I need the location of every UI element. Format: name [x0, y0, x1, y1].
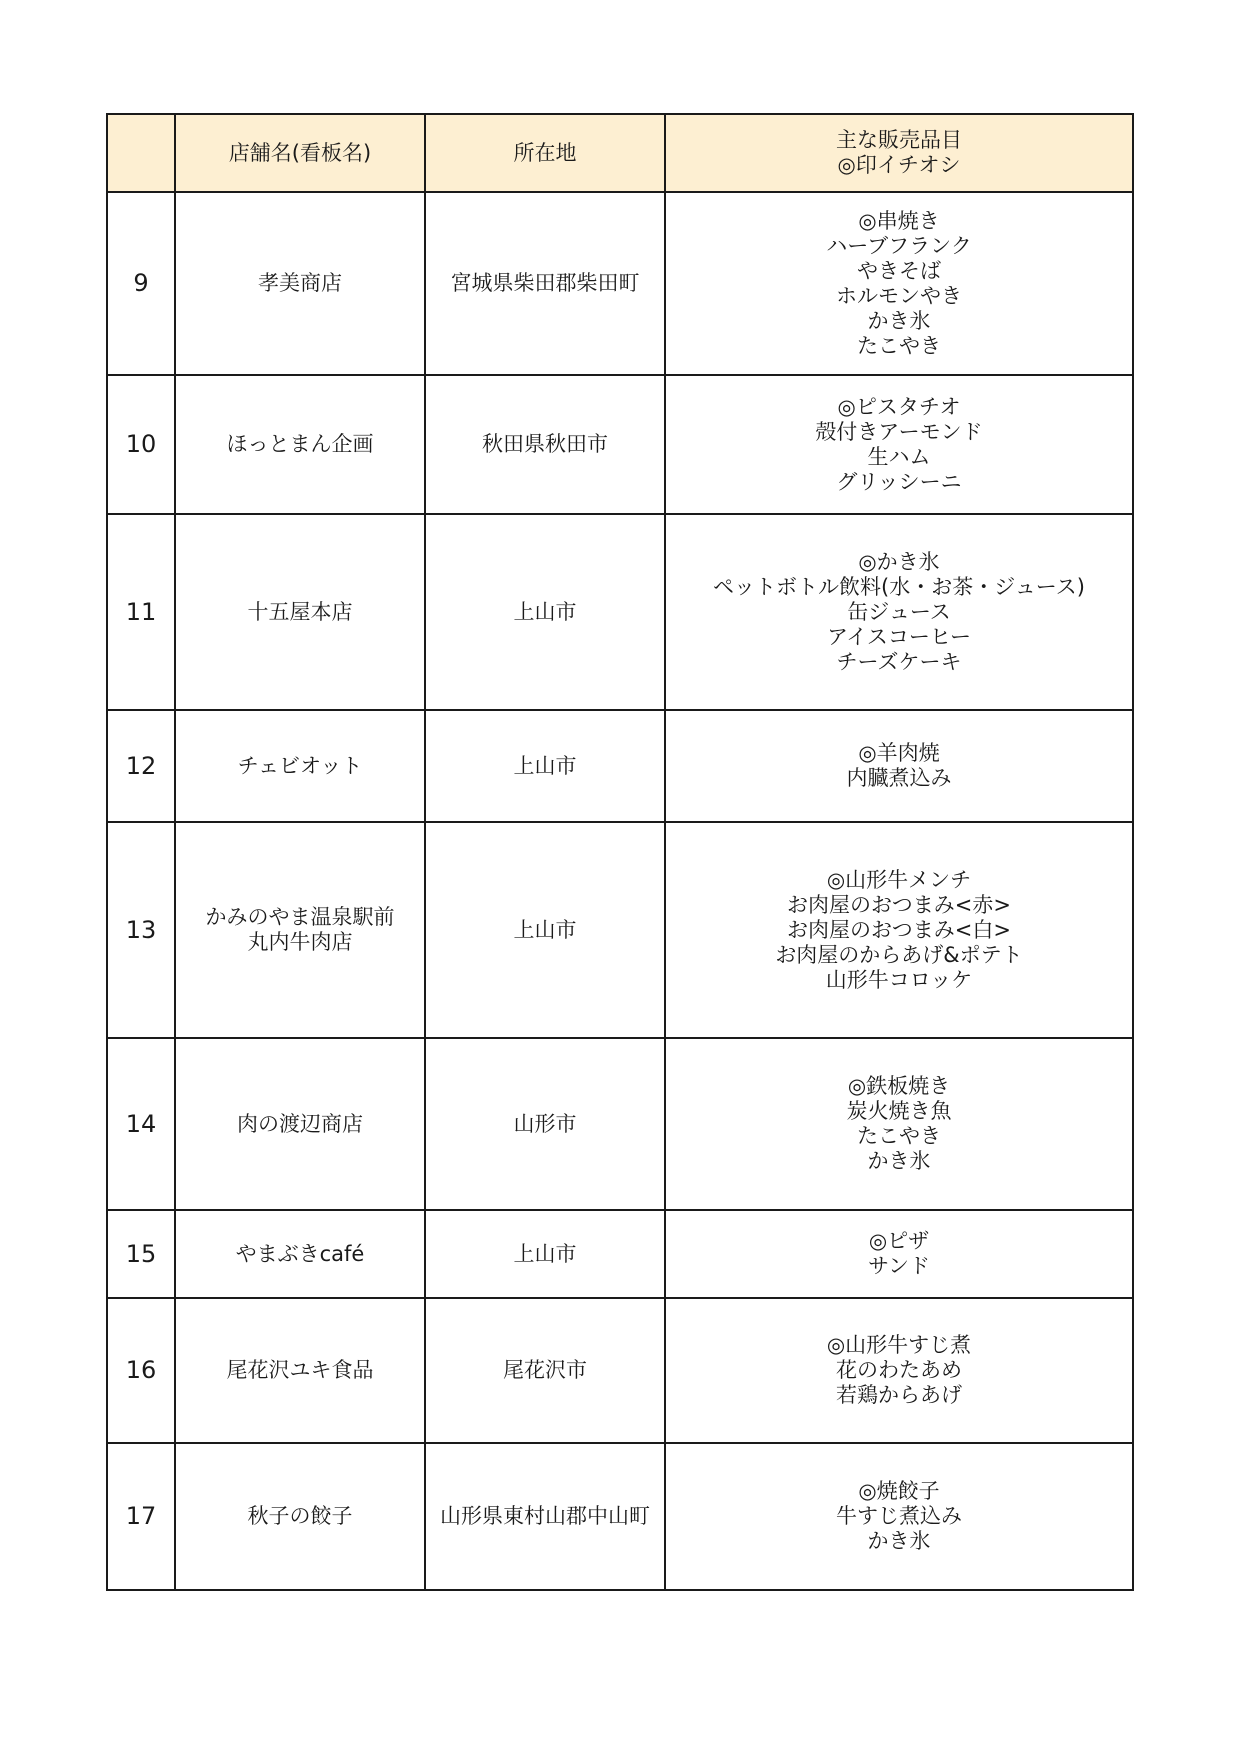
table-row: [107, 822, 1133, 1038]
shop-name-cell: [175, 1298, 425, 1443]
item: 花のわたあめ: [836, 1358, 962, 1382]
table-header-row: [107, 114, 1133, 192]
items-cell: [665, 1038, 1133, 1210]
shop-name: ほっとまん企画: [226, 432, 374, 456]
location-cell: 上山市: [425, 514, 665, 710]
header-location: 所在地: [425, 114, 665, 192]
item: 炭火焼き魚: [846, 1099, 952, 1123]
shop-name: かみのやま温泉駅前: [205, 905, 395, 929]
item: ◎かき氷: [858, 549, 940, 574]
item: たこやき: [857, 1124, 941, 1148]
item: ◎羊肉焼: [858, 741, 940, 765]
table-row: [107, 192, 1133, 375]
table-row: [107, 1443, 1133, 1590]
item: 若鶏からあげ: [836, 1383, 962, 1407]
shop-name-cell: [175, 375, 425, 514]
header-items: [665, 114, 1133, 192]
location-cell: 上山市: [425, 822, 665, 1038]
item: 生ハム: [867, 444, 931, 469]
item: 牛すじ煮込み: [836, 1504, 962, 1528]
location-cell: 宮城県柴田郡柴田町: [425, 192, 665, 375]
items-cell: [665, 1298, 1133, 1443]
items-cell: [665, 822, 1133, 1038]
item: グリッシーニ: [836, 469, 962, 494]
item: ◎焼餃子: [858, 1479, 940, 1503]
shop-name: 尾花沢ユキ食品: [226, 1358, 374, 1382]
row-number: 10: [107, 375, 175, 514]
location-cell: 山形県東村山郡中山町: [425, 1443, 665, 1590]
item: ハーブフランク: [826, 233, 972, 258]
header-no: [107, 114, 175, 192]
item: ◎ピスタチオ: [837, 394, 961, 419]
shop-name-cell: [175, 1443, 425, 1590]
location-cell: 上山市: [425, 1210, 665, 1298]
row-number: 17: [107, 1443, 175, 1590]
shop-name-cell: [175, 192, 425, 375]
table-row: [107, 514, 1133, 710]
shop-name: 十五屋本店: [247, 599, 353, 624]
item: アイスコーヒー: [826, 624, 972, 649]
shop-name-cell: [175, 710, 425, 822]
item: ペットボトル飲料(水・お茶・ジュース): [713, 574, 1085, 599]
item: ◎ピザ: [868, 1229, 930, 1253]
items-cell: [665, 1210, 1133, 1298]
table-row: [107, 1038, 1133, 1210]
shop-name-cell: [175, 822, 425, 1038]
item: チーズケーキ: [836, 649, 962, 674]
item: ◎鉄板焼き: [847, 1074, 951, 1098]
item: やきそば: [857, 258, 941, 283]
row-number: 9: [107, 192, 175, 375]
location-cell: 秋田県秋田市: [425, 375, 665, 514]
shop-name-cell: [175, 1038, 425, 1210]
item: お肉屋のからあげ&ポテト: [775, 942, 1023, 967]
shop-name: 孝美商店: [258, 271, 342, 295]
table-row: [107, 710, 1133, 822]
items-cell: [665, 514, 1133, 710]
shop-name: チェビオット: [237, 753, 363, 778]
item: 内臓煮込み: [846, 766, 952, 790]
item: ◎串焼き: [858, 208, 940, 233]
item: ホルモンやき: [836, 283, 962, 308]
item: 山形牛コロッケ: [825, 967, 973, 992]
shop-name-cell: [175, 514, 425, 710]
items-cell: [665, 375, 1133, 514]
shop-name: やまぶきcafé: [235, 1241, 365, 1266]
row-number: 15: [107, 1210, 175, 1298]
row-number: 16: [107, 1298, 175, 1443]
header-items-line: ◎印イチオシ: [837, 153, 961, 177]
item: お肉屋のおつまみ<白>: [787, 917, 1011, 942]
item: お肉屋のおつまみ<赤>: [787, 892, 1011, 917]
items-cell: [665, 192, 1133, 375]
shop-name-cell: [175, 1210, 425, 1298]
item: かき氷: [867, 308, 931, 333]
item: 殻付きアーモンド: [815, 419, 983, 444]
shop-name: 丸内牛肉店: [247, 930, 353, 954]
location-cell: 上山市: [425, 710, 665, 822]
shop-name: 秋子の餃子: [247, 1504, 353, 1528]
item: かき氷: [867, 1529, 931, 1553]
row-number: 12: [107, 710, 175, 822]
item: かき氷: [867, 1149, 931, 1173]
header-shop-name: 店舗名(看板名): [175, 114, 425, 192]
table-row: [107, 1298, 1133, 1443]
table-row: [107, 1210, 1133, 1298]
item: サンド: [868, 1254, 930, 1278]
item: ◎山形牛メンチ: [826, 867, 972, 892]
header-items-line: 主な販売品目: [836, 128, 962, 152]
row-number: 11: [107, 514, 175, 710]
vendor-table: [106, 113, 1134, 1591]
location-cell: 尾花沢市: [425, 1298, 665, 1443]
table-row: [107, 375, 1133, 514]
row-number: 14: [107, 1038, 175, 1210]
shop-name: 肉の渡辺商店: [237, 1111, 363, 1136]
items-cell: [665, 710, 1133, 822]
location-cell: 山形市: [425, 1038, 665, 1210]
item: 缶ジュース: [847, 599, 951, 624]
item: ◎山形牛すじ煮: [826, 1333, 972, 1357]
items-cell: [665, 1443, 1133, 1590]
row-number: 13: [107, 822, 175, 1038]
item: たこやき: [857, 333, 941, 358]
